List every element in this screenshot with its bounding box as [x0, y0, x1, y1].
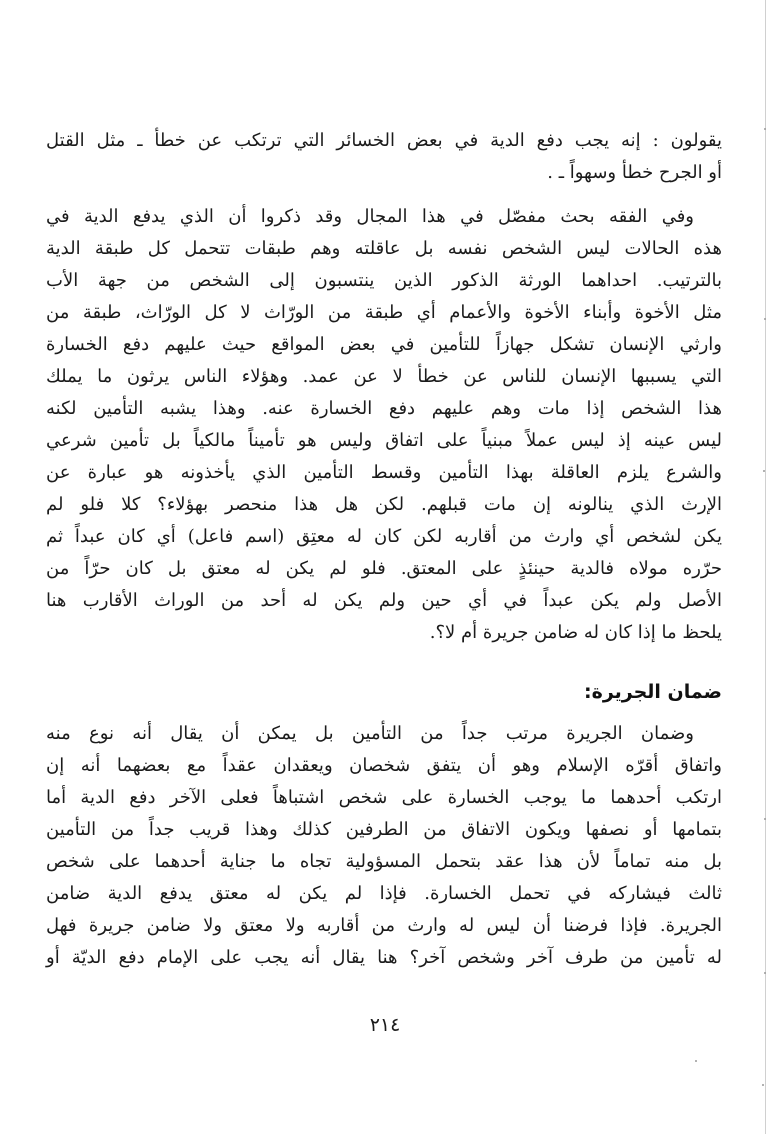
text-line: الأصل ولم يكن عبداً في أي حين ولم يكن له أحد من الوراث الأقارب هنا [46, 590, 722, 611]
text-line: بل منه تماماً لأن هذا عقد بتحمل المسؤولية تجاه ما جناية أحدهما على شخص [46, 851, 722, 872]
text-line: وارثي الإنسان تشكل جهازاً للتأمين في بعض المواقع حيث عليهم دفع الخسارة [46, 334, 722, 355]
text-line: الإرث الذي ينالونه إن مات قبلهم. لكن هل هذا منحصر بهؤلاء؟ كلا فلو لم [46, 494, 722, 515]
text-line: مثل الأخوة وأبناء الأخوة والأعمام أي طبقة من الورّاث لا كل الورّاث، طبقة من [46, 302, 722, 323]
text-line: الجريرة. فإذا فرضنا أن ليس له وارث من أقاربه ولا معتق ولا ضامن جريرة فهل [46, 915, 722, 936]
text-line: هذا الشخص إذا مات وهم عليهم دفع الخسارة عنه. وهذا يشبه التأمين لكنه [46, 398, 722, 419]
paragraph-2 [46, 201, 722, 649]
text-line: ثالث فيشاركه في تحمل الخسارة. فإذا لم يكن له معتق يدفع الدية ضامن [46, 883, 722, 904]
scan-speck [764, 972, 766, 974]
text-line: وفي الفقه بحث مفصّل في هذا المجال وقد ذكروا أن الذي يدفع الدية في [46, 206, 694, 227]
section-heading: ضمان الجريرة: [584, 681, 722, 703]
text-line: ارتكب أحدهما ما يوجب الخسارة على شخص اشتباهاً فعلى الآخر دفع الدية أما [46, 787, 722, 808]
text-line: واتفاق أقرّه الإسلام وهو أن يتفق شخصان ويعقدان عقداً مع بعضهما أنه إن [46, 755, 722, 776]
scan-speck [763, 470, 765, 472]
page-number: ٢١٤ [369, 1014, 401, 1036]
text-line: بتمامها أو نصفها ويكون الاتفاق من الطرفين كذلك وهذا قريب جداً من التأمين [46, 819, 722, 840]
paragraph-3 [46, 718, 722, 974]
text-line: وضمان الجريرة مرتب جداً من التأمين بل يمكن أن يقال أنه نوع منه [46, 723, 694, 744]
text-line: يكن لشخص أي وارث من أقاربه لكن كان له معتِق (اسم فاعل) أي كان عبداً ثم [46, 526, 722, 547]
page-edge-rule [765, 0, 766, 1134]
text-line: له تأمين من طرف آخر وشخص آخر؟ هنا يقال أنه يجب على الإمام دفع الديّة أو [46, 947, 722, 968]
text-line: يقولون : إنه يجب دفع الدية في بعض الخسائر التي ترتكب عن خطأ ـ مثل القتل [46, 130, 722, 151]
text-line: والشرع يلزم العاقلة بهذا التأمين وقسط التأمين الذي يأخذونه هو عبارة عن [46, 462, 722, 483]
text-line: ليس عينه إذ ليس عملاً مبنياً على اتفاق وليس هو تأميناً مالكياً بل تأمين شرعي [46, 430, 722, 451]
scan-speck [762, 1084, 764, 1086]
scan-speck [764, 818, 766, 820]
paragraph-1 [46, 125, 722, 189]
text-line: يلحظ ما إذا كان له ضامن جريرة أم لا؟. [429, 622, 722, 643]
text-line: حرّره مولاه فالدية حينئذٍ على المعتق. فلو لم يكن له معتق بل كان حرّاً من [46, 558, 722, 579]
scan-speck [764, 128, 766, 130]
text-line: هذه الحالات ليس الشخص نفسه بل عاقلته وهم طبقات تتحمل كل طبقة الدية [46, 238, 722, 259]
text-line: التي يسببها الإنسان للناس عن خطأ لا عن عمد. وهؤلاء الناس يرثون ما يملك [46, 366, 722, 387]
scan-speck [695, 1060, 697, 1062]
scan-speck [764, 318, 766, 320]
text-line: أو الجرح خطأ وسهواً ـ . [547, 162, 722, 183]
text-line: بالترتيب. احداهما الورثة الذكور الذين ينتسبون إلى الشخص من جهة الأب [46, 270, 722, 291]
